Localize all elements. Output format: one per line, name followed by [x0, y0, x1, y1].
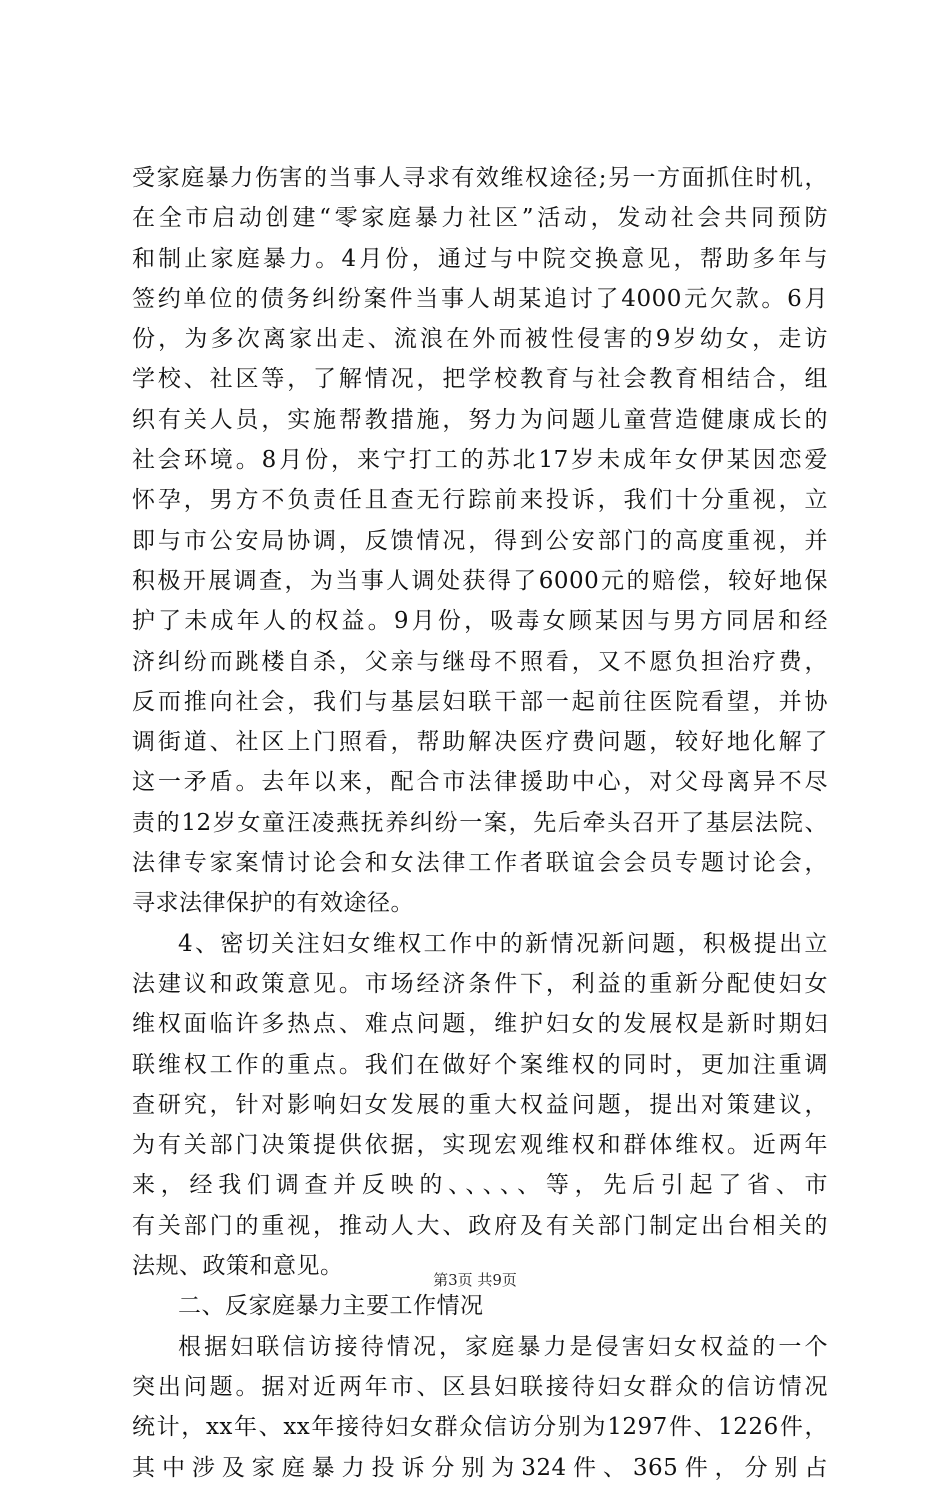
text-line: 有关部门的重视，推动人大、政府及有关部门制定出台相关的: [132, 1212, 828, 1239]
text-line: 即与市公安局协调，反馈情况，得到公安部门的高度重视，并: [132, 527, 828, 554]
text-line: 法建议和政策意见。市场经济条件下，利益的重新分配使妇女: [132, 970, 828, 997]
text-line: 在全市启动创建“零家庭暴力社区”活动，发动社会共同预防: [132, 205, 828, 232]
text-line: 为有关部门决策提供依据，实现宏观维权和群体维权。近两年: [132, 1132, 828, 1159]
text-line: 联维权工作的重点。我们在做好个案维权的同时，更加注重调: [132, 1051, 828, 1078]
text-line: 织有关人员，实施帮教措施，努力为问题儿童营造健康成长的: [132, 406, 828, 433]
text-line: 护了未成年人的权益。9月份，吸毒女顾某因与男方同居和经: [132, 608, 828, 635]
section-heading: 二、反家庭暴力主要工作情况: [178, 1293, 484, 1320]
paragraph-start-line: 根据妇联信访接待情况，家庭暴力是侵害妇女权益的一个: [178, 1333, 828, 1360]
text-line: 和制止家庭暴力。4月份，通过与中院交换意见，帮助多年与: [132, 245, 828, 272]
text-line: 学校、社区等，了解情况，把学校教育与社会教育相结合，组: [132, 366, 828, 393]
page-footer: 第3页 共9页: [433, 1271, 517, 1289]
text-line: 其中涉及家庭暴力投诉分别为324件、365件，分别占: [132, 1454, 828, 1481]
text-line: 统计，xx年、xx年接待妇女群众信访分别为1297件、1226件，: [132, 1414, 828, 1441]
text-line: 济纠纷而跳楼自杀，父亲与继母不照看，又不愿负担治疗费，: [132, 648, 828, 675]
text-line: 反而推向社会，我们与基层妇联干部一起前往医院看望，并协: [132, 688, 828, 715]
text-line: 调街道、社区上门照看，帮助解决医疗费问题，较好地化解了: [132, 729, 828, 756]
text-line: 签约单位的债务纠纷案件当事人胡某追讨了4000元欠款。6月: [132, 285, 828, 312]
paragraph-start-line: 4、密切关注妇女维权工作中的新情况新问题，积极提出立: [178, 930, 828, 957]
text-line: 法律专家案情讨论会和女法律工作者联谊会会员专题讨论会，: [132, 850, 828, 877]
text-line: 社会环境。8月份，来宁打工的苏北17岁未成年女伊某因恋爱: [132, 447, 828, 474]
text-line: 查研究，针对影响妇女发展的重大权益问题，提出对策建议，: [132, 1091, 828, 1118]
text-line: 法规、政策和意见。: [132, 1253, 344, 1280]
text-line: 寻求法律保护的有效途径。: [132, 890, 414, 917]
text-line: 责的12岁女童汪凌燕抚养纠纷一案，先后牵头召开了基层法院、: [132, 809, 828, 836]
text-line: 份，为多次离家出走、流浪在外而被性侵害的9岁幼女，走访: [132, 326, 828, 353]
text-line: 怀孕，男方不负责任且查无行踪前来投诉，我们十分重视，立: [132, 487, 828, 514]
text-line: 来，经我们调查并反映的、、、、、等，先后引起了省、市: [132, 1172, 828, 1199]
text-line: 突出问题。据对近两年市、区县妇联接待妇女群众的信访情况: [132, 1373, 828, 1400]
text-line: 这一矛盾。去年以来，配合市法律援助中心，对父母离异不尽: [132, 769, 828, 796]
text-line: 受家庭暴力伤害的当事人寻求有效维权途径;另一方面抓住时机，: [132, 165, 828, 191]
text-line: 积极开展调查，为当事人调处获得了6000元的赔偿，较好地保: [132, 567, 828, 594]
text-line: 维权面临许多热点、难点问题，维护妇女的发展权是新时期妇: [132, 1011, 828, 1038]
